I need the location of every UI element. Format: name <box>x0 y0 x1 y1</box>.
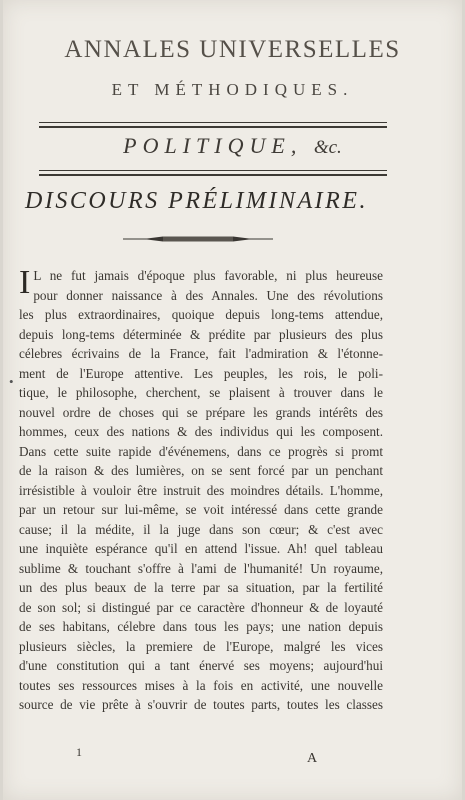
text-line: Dans cette suite rapide d'événemens, dans ce progrès si promt <box>19 443 383 459</box>
signature-mark: A <box>307 751 318 766</box>
drop-cap: I <box>19 264 31 301</box>
text-line: par un retour sur lui-même, se voit intéressé dans cette grande <box>19 502 383 517</box>
text-line: depuis long-tems déterminée & prédite par plusieurs des plus <box>19 326 383 342</box>
page-number: 1 <box>76 745 82 759</box>
text-line: d'une constitution qui a tant énervé ses moyens; aujourd'hui <box>19 658 383 673</box>
text-line: de ses habitans, célebre dans tous les pays; une nation depuis <box>19 619 383 634</box>
middle-rule-thin <box>39 170 387 171</box>
text-line: cause; il la médite, il la juge dans son cœur; & c'est avec <box>19 521 383 537</box>
journal-subtitle: ET MÉTHODIQUES. <box>111 80 354 99</box>
text-line: une inquiète espérance qu'il en attend l'issue. Ah! quel tableau <box>19 541 383 556</box>
body-text <box>19 266 383 715</box>
text-line: tique, le philosophe, cherchent, se plaisent à trouver dans le <box>19 385 383 400</box>
text-line: sublime & touchant s'offre à l'ami de l'humanité! Un royaume, <box>19 560 383 576</box>
text-line: ment de l'Europe attentive. Les peuples, les rois, le poli- <box>19 365 383 381</box>
section-title: POLITIQUE, <box>123 133 303 158</box>
discours-heading: DISCOURS PRÉLIMINAIRE. <box>25 188 368 214</box>
section-etc: &c. <box>313 137 342 158</box>
text-line: nouvel ordre de choses qui se prépare les grands intérêts des <box>19 404 383 420</box>
journal-title: ANNALES UNIVERSELLES <box>64 36 401 63</box>
middle-rule-thick <box>39 174 387 176</box>
section-heading <box>3 133 462 159</box>
text-line: de la raison & des lumières, on se sent forcé par un penchant <box>19 463 383 478</box>
text-line: célebres écrivains de la France, fait l'admiration & l'étonne- <box>19 346 383 361</box>
text-line: pour donner naissance à des Annales. Une des révolutions <box>33 287 383 303</box>
ornament-divider <box>123 233 273 245</box>
text-line: hommes, ceux des nations & des individus qui les composent. <box>19 424 383 439</box>
text-line: irrésistible à vouloir être instruit des moindres détails. L'homme, <box>19 482 383 498</box>
top-rule-thin <box>39 122 387 123</box>
book-page <box>3 0 462 800</box>
text-line: plusieurs siècles, la premiere de l'Europe, malgré les vices <box>19 638 383 654</box>
top-rule-thick <box>39 126 387 128</box>
text-line: L ne fut jamais d'époque plus favorable, ni plus heureuse <box>33 268 383 283</box>
text-line: de son sol; si distingué par ce caractère d'honneur & de loyauté <box>19 599 383 615</box>
text-line: source de vie prête à s'ouvrir de toutes parts, toutes les classes <box>19 697 383 712</box>
text-line: les plus extraordinaires, quoique depuis long-tems attendue, <box>19 307 383 322</box>
text-line: toutes ses ressources mises à la fois en activité, une nouvelle <box>19 677 383 693</box>
text-line: un des plus beaux de la terre par sa situation, par la fertilité <box>19 580 383 595</box>
margin-mark: • <box>9 374 14 389</box>
